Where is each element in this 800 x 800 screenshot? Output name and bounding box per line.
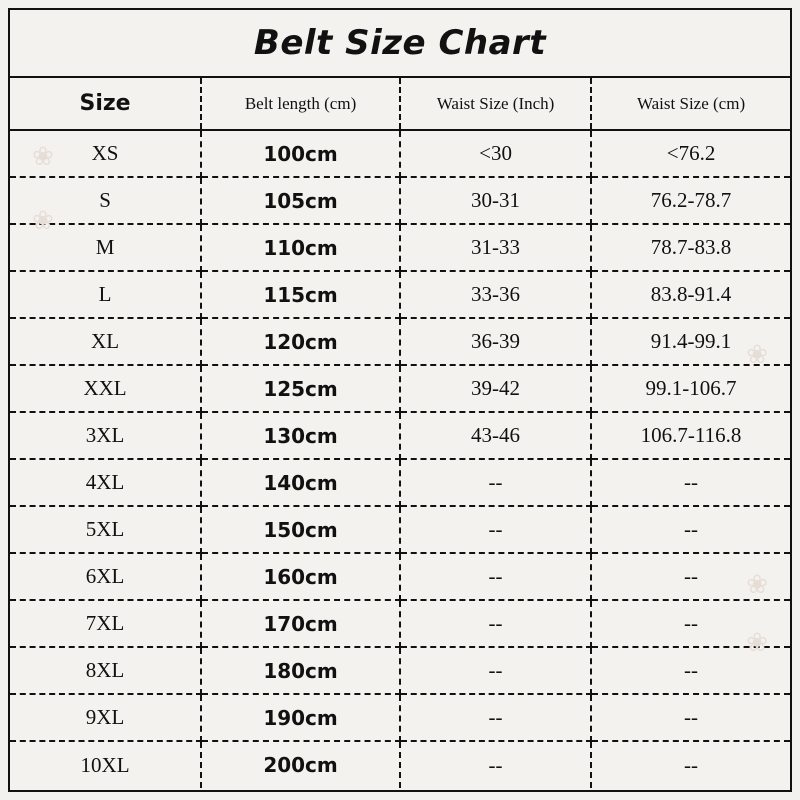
table-body bbox=[10, 130, 790, 788]
cell-waist-inch: -- bbox=[400, 459, 591, 506]
table-row bbox=[10, 365, 790, 412]
watermark-flower-icon: ❀ bbox=[32, 206, 54, 236]
table-row bbox=[10, 318, 790, 365]
cell-size: M bbox=[10, 224, 201, 271]
cell-belt-length: 105cm bbox=[201, 177, 400, 224]
table-row bbox=[10, 506, 790, 553]
cell-belt-length: 200cm bbox=[201, 741, 400, 788]
cell-waist-cm: -- bbox=[591, 600, 790, 647]
cell-waist-cm: 76.2-78.7 bbox=[591, 177, 790, 224]
cell-size: XS bbox=[10, 130, 201, 177]
cell-waist-inch: -- bbox=[400, 694, 591, 741]
table-row bbox=[10, 553, 790, 600]
cell-waist-cm: <76.2 bbox=[591, 130, 790, 177]
table-header bbox=[10, 78, 790, 130]
cell-size: 9XL bbox=[10, 694, 201, 741]
column-header-belt-length: Belt length (cm) bbox=[201, 78, 400, 130]
table-header-row bbox=[10, 78, 790, 130]
cell-size: XL bbox=[10, 318, 201, 365]
cell-waist-inch: <30 bbox=[400, 130, 591, 177]
cell-waist-cm: -- bbox=[684, 752, 699, 777]
size-chart-container bbox=[8, 8, 792, 792]
cell-belt-length: 120cm bbox=[201, 318, 400, 365]
cell-waist-cm: -- bbox=[591, 694, 790, 741]
cell-size: 7XL bbox=[10, 600, 201, 647]
cell-size: S bbox=[10, 177, 201, 224]
cell-waist-cm: 106.7-116.8 bbox=[591, 412, 790, 459]
table-row bbox=[10, 741, 790, 788]
table-row bbox=[10, 459, 790, 506]
table-row bbox=[10, 600, 790, 647]
cell-belt-length: 190cm bbox=[201, 694, 400, 741]
cell-waist-inch: 39-42 bbox=[400, 365, 591, 412]
cell-waist-cm: 99.1-106.7 bbox=[591, 365, 790, 412]
cell-size: 10XL bbox=[10, 741, 201, 788]
cell-waist-inch: -- bbox=[400, 647, 591, 694]
cell-belt-length: 125cm bbox=[201, 365, 400, 412]
cell-belt-length: 160cm bbox=[201, 553, 400, 600]
cell-waist-inch: -- bbox=[400, 553, 591, 600]
table-row bbox=[10, 130, 790, 177]
table-row bbox=[10, 647, 790, 694]
cell-waist-cm: 78.7-83.8 bbox=[591, 224, 790, 271]
table-row bbox=[10, 224, 790, 271]
cell-size: 6XL bbox=[10, 553, 201, 600]
cell-waist-cm: 91.4-99.1 bbox=[591, 318, 790, 365]
cell-belt-length: 150cm bbox=[201, 506, 400, 553]
cell-size: 3XL bbox=[10, 412, 201, 459]
cell-waist-cm: -- bbox=[591, 553, 790, 600]
table-row bbox=[10, 177, 790, 224]
table-row bbox=[10, 412, 790, 459]
cell-belt-length: 115cm bbox=[201, 271, 400, 318]
cell-size: 5XL bbox=[10, 506, 201, 553]
watermark-flower-icon: ❀ bbox=[746, 570, 768, 600]
cell-waist-inch: 30-31 bbox=[400, 177, 591, 224]
cell-waist-cm: -- bbox=[591, 506, 790, 553]
cell-waist-inch: 31-33 bbox=[400, 224, 591, 271]
cell-waist-cm: 83.8-91.4 bbox=[591, 271, 790, 318]
page-title: Belt Size Chart bbox=[10, 10, 790, 78]
cell-belt-length: 130cm bbox=[201, 412, 400, 459]
column-header-waist-inch: Waist Size (Inch) bbox=[400, 78, 591, 130]
belt-size-table bbox=[10, 78, 790, 788]
cell-belt-length: 180cm bbox=[201, 647, 400, 694]
cell-waist-cm: -- bbox=[591, 459, 790, 506]
watermark-flower-icon: ❀ bbox=[746, 340, 768, 370]
watermark-flower-icon: ❀ bbox=[32, 142, 54, 172]
column-header-waist-cm: Waist Size (cm) bbox=[591, 78, 790, 130]
cell-belt-length: 140cm bbox=[201, 459, 400, 506]
cell-waist-cm: -- bbox=[591, 647, 790, 694]
cell-size: 4XL bbox=[10, 459, 201, 506]
cell-size: L bbox=[10, 271, 201, 318]
watermark-flower-icon: ❀ bbox=[746, 628, 768, 658]
cell-size: 8XL bbox=[10, 647, 201, 694]
cell-belt-length: 170cm bbox=[201, 600, 400, 647]
cell-waist-inch: 43-46 bbox=[400, 412, 591, 459]
cell-belt-length: 110cm bbox=[201, 224, 400, 271]
table-row bbox=[10, 694, 790, 741]
cell-size: XXL bbox=[10, 365, 201, 412]
cell-waist-inch: 36-39 bbox=[400, 318, 591, 365]
cell-waist-inch: 33-36 bbox=[400, 271, 591, 318]
cell-waist-inch: -- bbox=[400, 600, 591, 647]
cell-waist-inch: -- bbox=[400, 741, 591, 788]
column-header-size: Size bbox=[10, 78, 201, 130]
table-row bbox=[10, 271, 790, 318]
cell-waist-inch: -- bbox=[400, 506, 591, 553]
cell-belt-length: 100cm bbox=[201, 130, 400, 177]
